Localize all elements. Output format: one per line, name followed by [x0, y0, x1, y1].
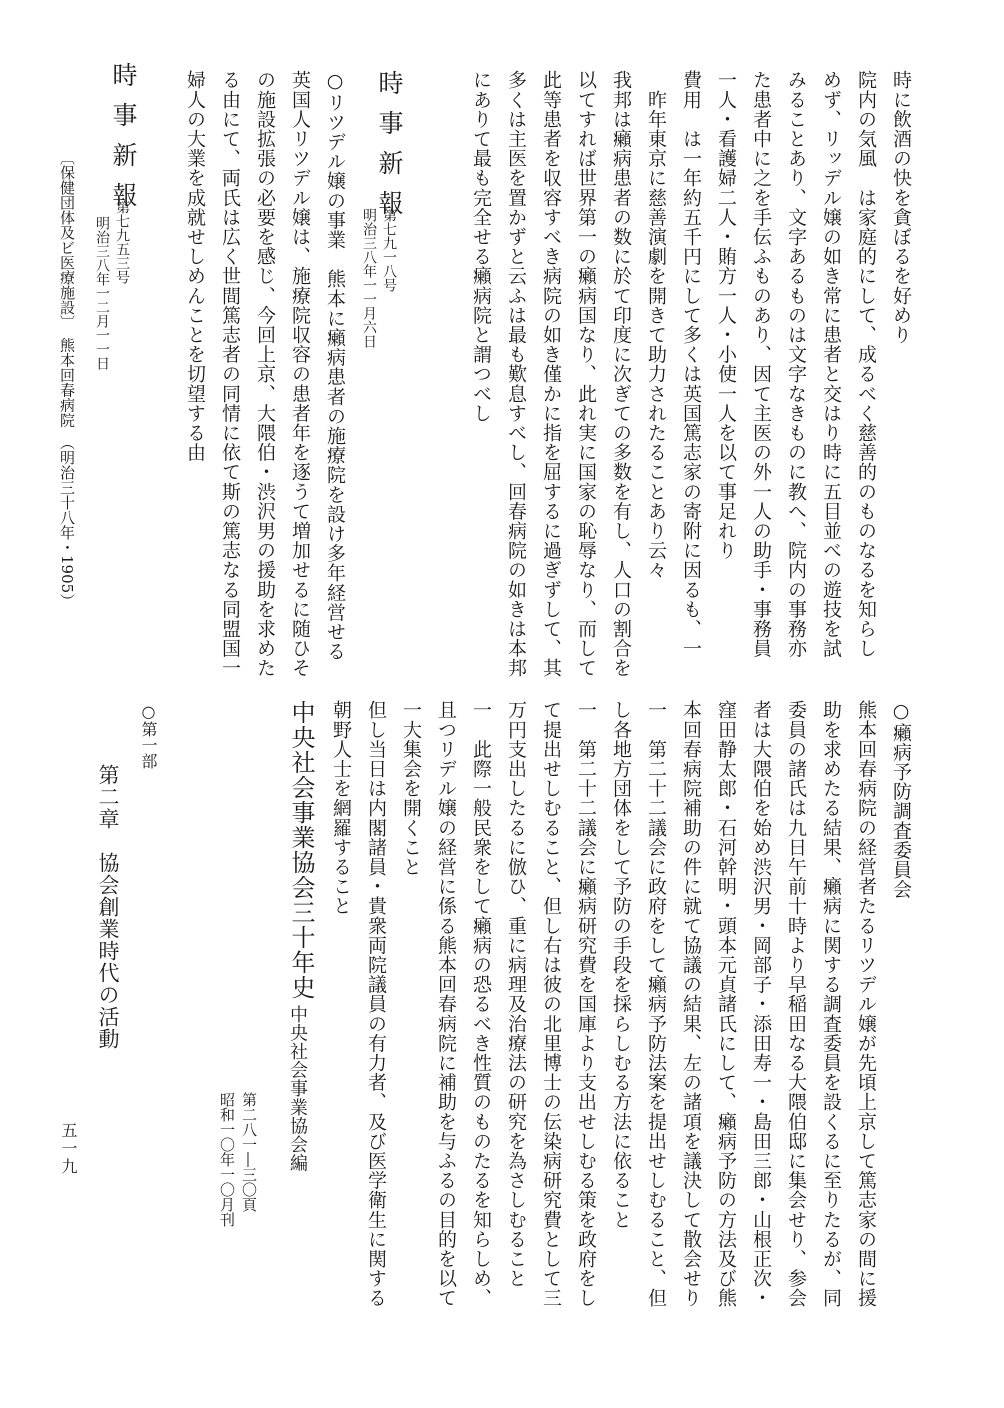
- text-line: 但し当日は内閣諸員・貴衆両院議員の有力者、及び医学衛生に関する: [365, 700, 387, 1308]
- issue-date: 明治三八年一二月一一日: [94, 216, 110, 370]
- text-line: 助を求めたる結果、癩病に関する調査委員を設くるに至りたるが、同: [820, 700, 842, 1308]
- text-line: 院内の気風 は家庭的にして、成るべく慈善的のものなるを知らし: [855, 70, 877, 658]
- part-label: ○第一部: [139, 702, 158, 769]
- newspaper-title: 時事新報: [375, 70, 404, 230]
- text-line: 費用 は一年約五千円にして多くは英国篤志家の寄附に因るも、一: [680, 70, 702, 658]
- text-line: 英国人リツデル嬢は、施療院収容の患者年を逐うて増加せるに随ひそ: [289, 70, 311, 678]
- issue-number: 第七九一八号: [381, 208, 397, 292]
- issue-number: 第七九五三号: [114, 200, 130, 284]
- text-line: 本回春病院補助の件に就て協議の結果、左の諸項を議決して散会せり: [680, 700, 702, 1308]
- text-line: 且つリデル嬢の経営に係る熊本回春病院に補助を与ふるの目的を以て: [435, 700, 457, 1308]
- text-line: る由にて、両氏は広く世間篤志者の同情に依て斯の篤志なる同盟国一: [219, 70, 241, 678]
- text-line: にありて最も完全せる癩病院と謂つべし: [470, 70, 492, 423]
- text-line: の施設拡張の必要を感じ、今回上京、大隈伯・渋沢男の援助を求めた: [254, 70, 276, 678]
- text-line: ○リツデル嬢の事業 熊本に癩病患者の施療院を設け多年経営せる: [324, 70, 346, 661]
- text-line: 此等患者を収容すべき病院の如き僅かに指を屈するに過ぎずして、其: [540, 70, 562, 678]
- article-heading: ○癩病予防調査委員会: [890, 700, 912, 899]
- issue-date: 明治三八年一一月六日: [361, 208, 377, 348]
- text-line: 窪田静太郎・石河幹明・頭本元貞諸氏にして、癩病予防の方法及び熊: [715, 700, 737, 1308]
- text-line: 多くは主医を置かずと云ふは最も歎息すべし、回春病院の如きは本邦: [505, 70, 527, 678]
- source-pages: 第二八一―三〇頁: [240, 1092, 258, 1212]
- page-number: 五一九: [59, 1122, 78, 1176]
- text-line: 万円支出したるに倣ひ、重に病理及治療法の研究を為さしむること: [505, 700, 527, 1288]
- source-title: 中央社会事業協会三十年史: [287, 700, 315, 1000]
- text-line: 一 第二十二議会に政府をして癩病予防法案を提出せしむること、但: [645, 700, 667, 1308]
- text-line: 一 此際一般民衆をして癩病の恐るべき性質のものたるを知らしめ、: [470, 700, 492, 1308]
- text-line: 以てすれば世界第一の癩病国なり、此れ実に国家の恥辱なり、而して: [575, 70, 597, 678]
- text-line: 昨年東京に慈善演劇を開きて助力されたることあり云々: [645, 70, 667, 580]
- text-line: めず、リッデル嬢の如き常に患者と交はり時に五目並べの遊技を試: [820, 70, 842, 658]
- source-date: 昭和一〇年一〇月刊: [218, 1092, 236, 1227]
- text-line: 委員の諸氏は九日午前十時より早稲田なる大隈伯邸に集会せり、参会: [785, 700, 807, 1308]
- text-line: 我邦は癩病患者の数に於て印度に次ぎての多数を有し、人口の割合を: [610, 70, 632, 678]
- text-line: て提出せしむること、但し右は彼の北里博士の伝染病研究費として三: [540, 700, 562, 1308]
- source-publisher: 中央社会事業協会編: [287, 1005, 308, 1173]
- text-line: 時に飲酒の快を貪ぼるを好めり: [890, 70, 912, 345]
- text-line: た患者中に之を手伝ふものあり、因て主医の外一人の助手・事務員: [750, 70, 772, 658]
- text-line: 一 第二十二議会に癩病研究費を国庫より支出せしむる策を政府をし: [575, 700, 597, 1308]
- text-line: 熊本回春病院の経営者たるリツデル嬢が先頃上京して篤志家の間に援: [855, 700, 877, 1308]
- text-line: 婦人の大業を成就せしめんことを切望する由: [184, 70, 206, 462]
- newspaper-title: 時事新報: [109, 62, 138, 222]
- text-line: 一大集会を開くこと: [400, 700, 422, 877]
- source-note: 〔保健団体及ビ医療施設〕 熊本回春病院 （明治三十八年・1905）: [58, 150, 76, 609]
- text-line: 者は大隈伯を始め渋沢男・岡部子・添田寿一・島田三郎・山根正次・: [750, 700, 772, 1308]
- text-line: し各地方団体をして予防の手段を採らしむる方法に依ること: [610, 700, 632, 1230]
- text-line: 朝野人士を網羅すること: [330, 700, 352, 916]
- text-line: 一人・看護婦二人・賄方一人・小使一人を以て事足れり: [715, 70, 737, 560]
- chapter-title: 第二章 協会創業時代の活動: [96, 764, 120, 1050]
- text-line: みることあり、文字あるものは文字なきものに教へ、院内の事務亦: [785, 70, 807, 658]
